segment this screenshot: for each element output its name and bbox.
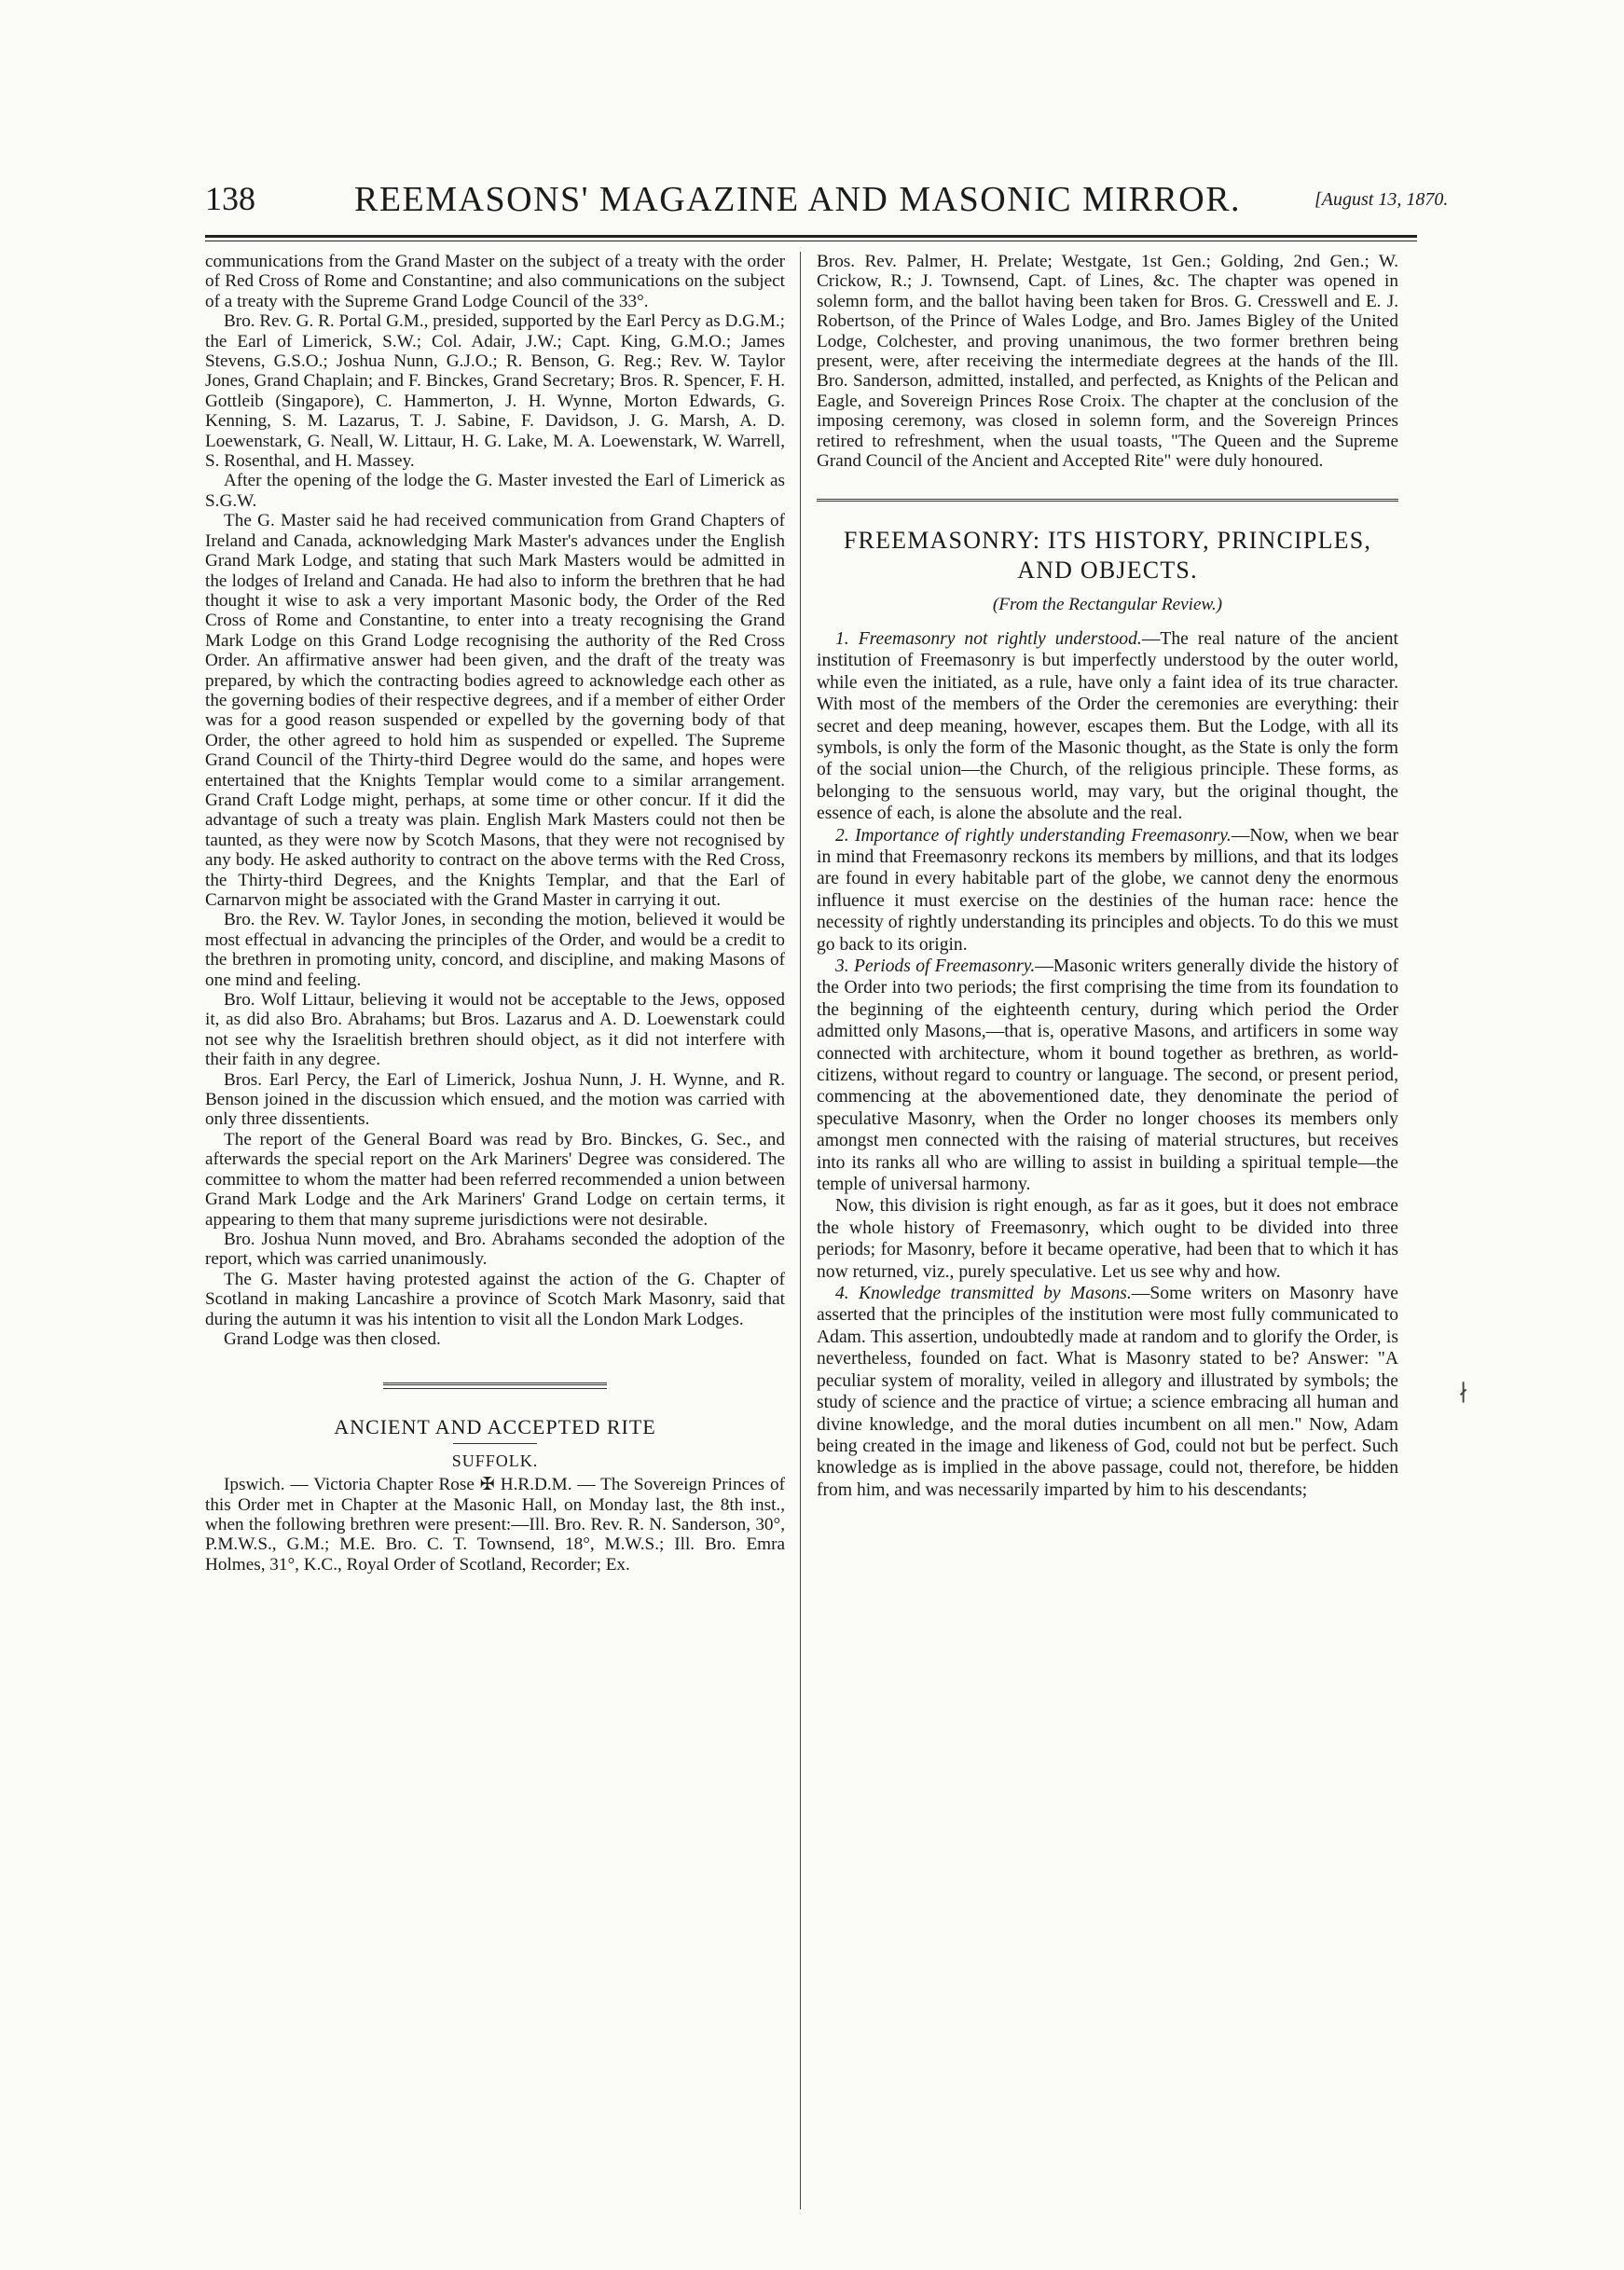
article-section: [817, 825, 1398, 956]
section-heading: 1. Freemasonry not rightly understood.: [835, 628, 1142, 649]
paragraph: The report of the General Board was read by Bro. Binckes, G. Sec., and afterwards the special report on the Ark Mariners' Degree was considered. The committee to whom the matter had been referred recommended a union between Grand Mark Lodge and the Ark Mariners' Grand Lodge on certain terms, it appearing to them that many supreme jurisdictions were not desirable.: [205, 1129, 785, 1230]
paragraph: Bro. Joshua Nunn moved, and Bro. Abrahams seconded the adoption of the report, which was carried unanimously.: [205, 1229, 785, 1270]
paragraph: The G. Master having protested against the action of the G. Chapter of Scotland in making Lancashire a province of Scotch Mark Masonry, said that during the autumn it was his intention to visit all the London Mark Lodges.: [205, 1269, 785, 1329]
article-body: [817, 628, 1398, 1501]
section-text: Now, this division is right enough, as far as it goes, but it does not embrace the whole history of Freemasonry, which ought to be divided into three periods; for Masonry, before it became operative, had been that to which it has now returned, viz., purely speculative. Let us see why and how.: [817, 1196, 1398, 1282]
masthead-title: REEMASONS' MAGAZINE AND MASONIC MIRROR.: [354, 180, 1242, 219]
section-divider-thin: [383, 1388, 607, 1389]
section-subtitle: SUFFOLK.: [451, 1451, 539, 1470]
paragraph: Grand Lodge was then closed.: [224, 1328, 441, 1349]
right-column: [817, 252, 1398, 2209]
paragraph: Bro. Wolf Littaur, believing it would not be acceptable to the Jews, opposed it, as did also Bro. Abrahams; but Bros. Lazarus and A. D. Loewenstark could not see why the Israelitish brethren should object, as it did not interfere with their faith in any degree.: [205, 990, 785, 1070]
article-divider: [817, 499, 1398, 502]
issue-date: [August 13, 1870.: [1314, 189, 1449, 210]
article-title: FREEMASONRY: ITS HISTORY, PRINCIPLES, AND OBJECTS.: [843, 527, 1372, 585]
paragraph: Bro. the Rev. W. Taylor Jones, in seconding the motion, believed it would be most effectual in advancing the principles of the Order, and would be a credit to the brethren in promoting unity, concord, and discipline, and making Masons of one mind and feeling.: [205, 910, 785, 990]
article-byline: (From the Rectangular Review.): [992, 595, 1223, 615]
section-text: —Some writers on Masonry have asserted that the principles of the institution were most fully communicated to Adam. This assertion, undoubtedly made at random and to glorify the Order, is nevertheless, founded on fact. What is Masonry stated to be? Answer: "A peculiar system of morality, veiled in allegory and illustrated by symbols; the study of science and the practice of virtue; a science embracing all human and divine knowledge, and the moral duties incumbent on all men." Now, Adam being created in the image and likeness of God, could not but be perfect. Such knowledge as is implied in the above passage, could not, therefore, be hidden from him, and was necessarily imparted by him to his descendants;: [817, 1284, 1398, 1500]
article-section: [817, 1283, 1398, 1501]
paragraph: Bros. Rev. Palmer, H. Prelate; Westgate, 1st Gen.; Golding, 2nd Gen.; W. Crickow, R.; J. Townsend, Capt. of Lines, &c. The chapter was opened in solemn form, and the ballot having been taken for Bros. G. Cresswell and E. J. Robertson, of the Prince of Wales Lodge, and Bro. James Bigley of the United Lodge, Colchester, and proving unanimous, the two former brethren being present, were, after receiving the intermediate degrees at the hands of the Ill. Bro. Sanderson, admitted, installed, and perfected, as Knights of the Pelican and Eagle, and Sovereign Princes Rose Croix. The chapter at the conclusion of the imposing ceremony, was closed in solemn form, and the Sovereign Princes retired to refreshment, when the usual toasts, "The Queen and the Supreme Grand Council of the Ancient and Accepted Rite" were duly honoured.: [817, 252, 1398, 472]
title-underline: [453, 1443, 537, 1444]
section-text: —Masonic writers generally divide the history of the Order into two periods; the first comprising the time from its foundation to the beginning of the eighteenth century, during which period the Order admitted only Masons,—that is, operative Masons, and artificers in some way connected with architecture, whom it bound together as brethren, as world-citizens, without regard to country or language. The second, or present period, commencing at the abovementioned date, they denominate the period of speculative Masonry, when the Order no longer chooses its members only amongst men connected with the raising of material structures, but receives into its ranks all who are willing to assist in building a spiritual temple—the temple of universal harmony.: [817, 956, 1398, 1195]
paragraph: communications from the Grand Master on the subject of a treaty with the order of Red Cross of Rome and Constantine; and also communications on the subject of a treaty with the Supreme Grand Lodge Council of the 33°.: [205, 252, 785, 311]
section-heading: 2. Importance of rightly understanding Freemasonry.: [835, 825, 1232, 846]
paragraph: The G. Master said he had received communication from Grand Chapters of Ireland and Canada, acknowledging Mark Master's advances under the English Grand Mark Lodge, and stating that such Mark Masters would be admitted in the lodges of Ireland and Canada. He had also to inform the brethren that he had thought it wise to ask a very important Masonic body, the Order of the Red Cross of Rome and Constantine, to enter into a treaty recognising the Grand Mark Lodge on this Grand Lodge recognising the authority of the Red Cross Order. An affirmative answer had been given, and the draft of the treaty was prepared, by which the contracting bodies agreed to acknowledge each other as the governing bodies of their respective degrees, and if a member of either Order was for a good reason suspended or expelled by the governing body of that Order, the other agreed to hold him as suspended or expelled. The Supreme Grand Council of the Thirty-third Degree would do the same, and hopes were entertained that the Knights Templar would come to a similar arrangement. Grand Craft Lodge might, perhaps, at some time or other concur. If it did the advantage of such a treaty was plain. English Mark Masters could not then be taunted, as they were now by Scotch Masons, that they were not recognised by any body. He asked authority to contract on the above terms with the Red Cross, the Thirty-third Degrees, and the Knights Templar, and that the Earl of Carnarvon might be associated with the Grand Master in carrying it out.: [205, 511, 785, 910]
page-number: 138: [205, 180, 255, 217]
paragraph: Bro. Rev. G. R. Portal G.M., presided, supported by the Earl Percy as D.G.M.; the Earl of Limerick, S.W.; Col. Adair, J.W.; Capt. King, G.M.O.; James Stevens, G.S.O.; Joshua Nunn, G.J.O.; R. Benson, G. Reg.; Rev. W. Taylor Jones, Grand Chaplain; and F. Binckes, Grand Secretary; Bros. R. Spencer, F. H. Gottleib (Singapore), C. Hammerton, J. H. Wynne, Morton Edwards, G. Kenning, S. M. Lazarus, T. J. Sabine, F. Davidson, J. G. Marsh, A. D. Loewenstark, G. Neall, W. Littaur, H. G. Lake, M. A. Loewenstark, W. Warrell, S. Rosenthal, and H. Massey.: [205, 311, 785, 472]
article-section: [817, 1195, 1398, 1283]
article-section: [817, 628, 1398, 825]
article-section: [817, 956, 1398, 1195]
section-heading: 3. Periods of Freemasonry.: [835, 956, 1036, 976]
paragraph: Ipswich. — Victoria Chapter Rose ✠ H.R.D.M. — The Sovereign Princes of this Order met in Chapter at the Masonic Hall, on Monday last, the 8th inst., when the following brethren were present:—Ill. Bro. Rev. R. N. Sanderson, 30°, P.M.W.S., G.M.; M.E. Bro. C. T. Townsend, 18°, M.W.S.; Ill. Bro. Emra Holmes, 31°, K.C., Royal Order of Scotland, Recorder; Ex.: [205, 1475, 785, 1575]
paragraph: Bros. Earl Percy, the Earl of Limerick, Joshua Nunn, J. H. Wynne, and R. Benson joined in the discussion which ensued, and the motion was carried with only three dissentients.: [205, 1069, 785, 1130]
margin-mark: ∤: [1458, 1382, 1469, 1406]
section-heading: 4. Knowledge transmitted by Masons.: [835, 1284, 1132, 1304]
left-column: [205, 252, 785, 2209]
section-text: —The real nature of the ancient institution of Freemasonry is but imperfectly understood by the outer world, while even the initiated, as a rule, have only a faint idea of its true character. With most of the members of the Order the ceremonies are everything: their secret and deep meaning, however, escapes them. But the Lodge, with all its symbols, is only the form of the Masonic thought, as the State is only the form of the social union—the Church, of the religious principle. These forms, as belonging to the sensuous world, may vary, but the original thought, the essence of each, is alone the absolute and the real.: [817, 628, 1398, 824]
column-divider: [800, 252, 801, 2209]
header-rule: [205, 235, 1417, 238]
section-text: —Now, when we bear in mind that Freemasonry reckons its members by millions, and that its lodges are found in every habitable part of the globe, we cannot deny the enormous influence it must exercise on the destinies of the human race: hence the necessity of rightly understanding its principles and objects. To do this we must go back to its origin.: [817, 825, 1398, 955]
paragraph: After the opening of the lodge the G. Master invested the Earl of Limerick as S.G.W.: [205, 471, 785, 511]
section-title: ANCIENT AND ACCEPTED RITE: [334, 1415, 656, 1439]
